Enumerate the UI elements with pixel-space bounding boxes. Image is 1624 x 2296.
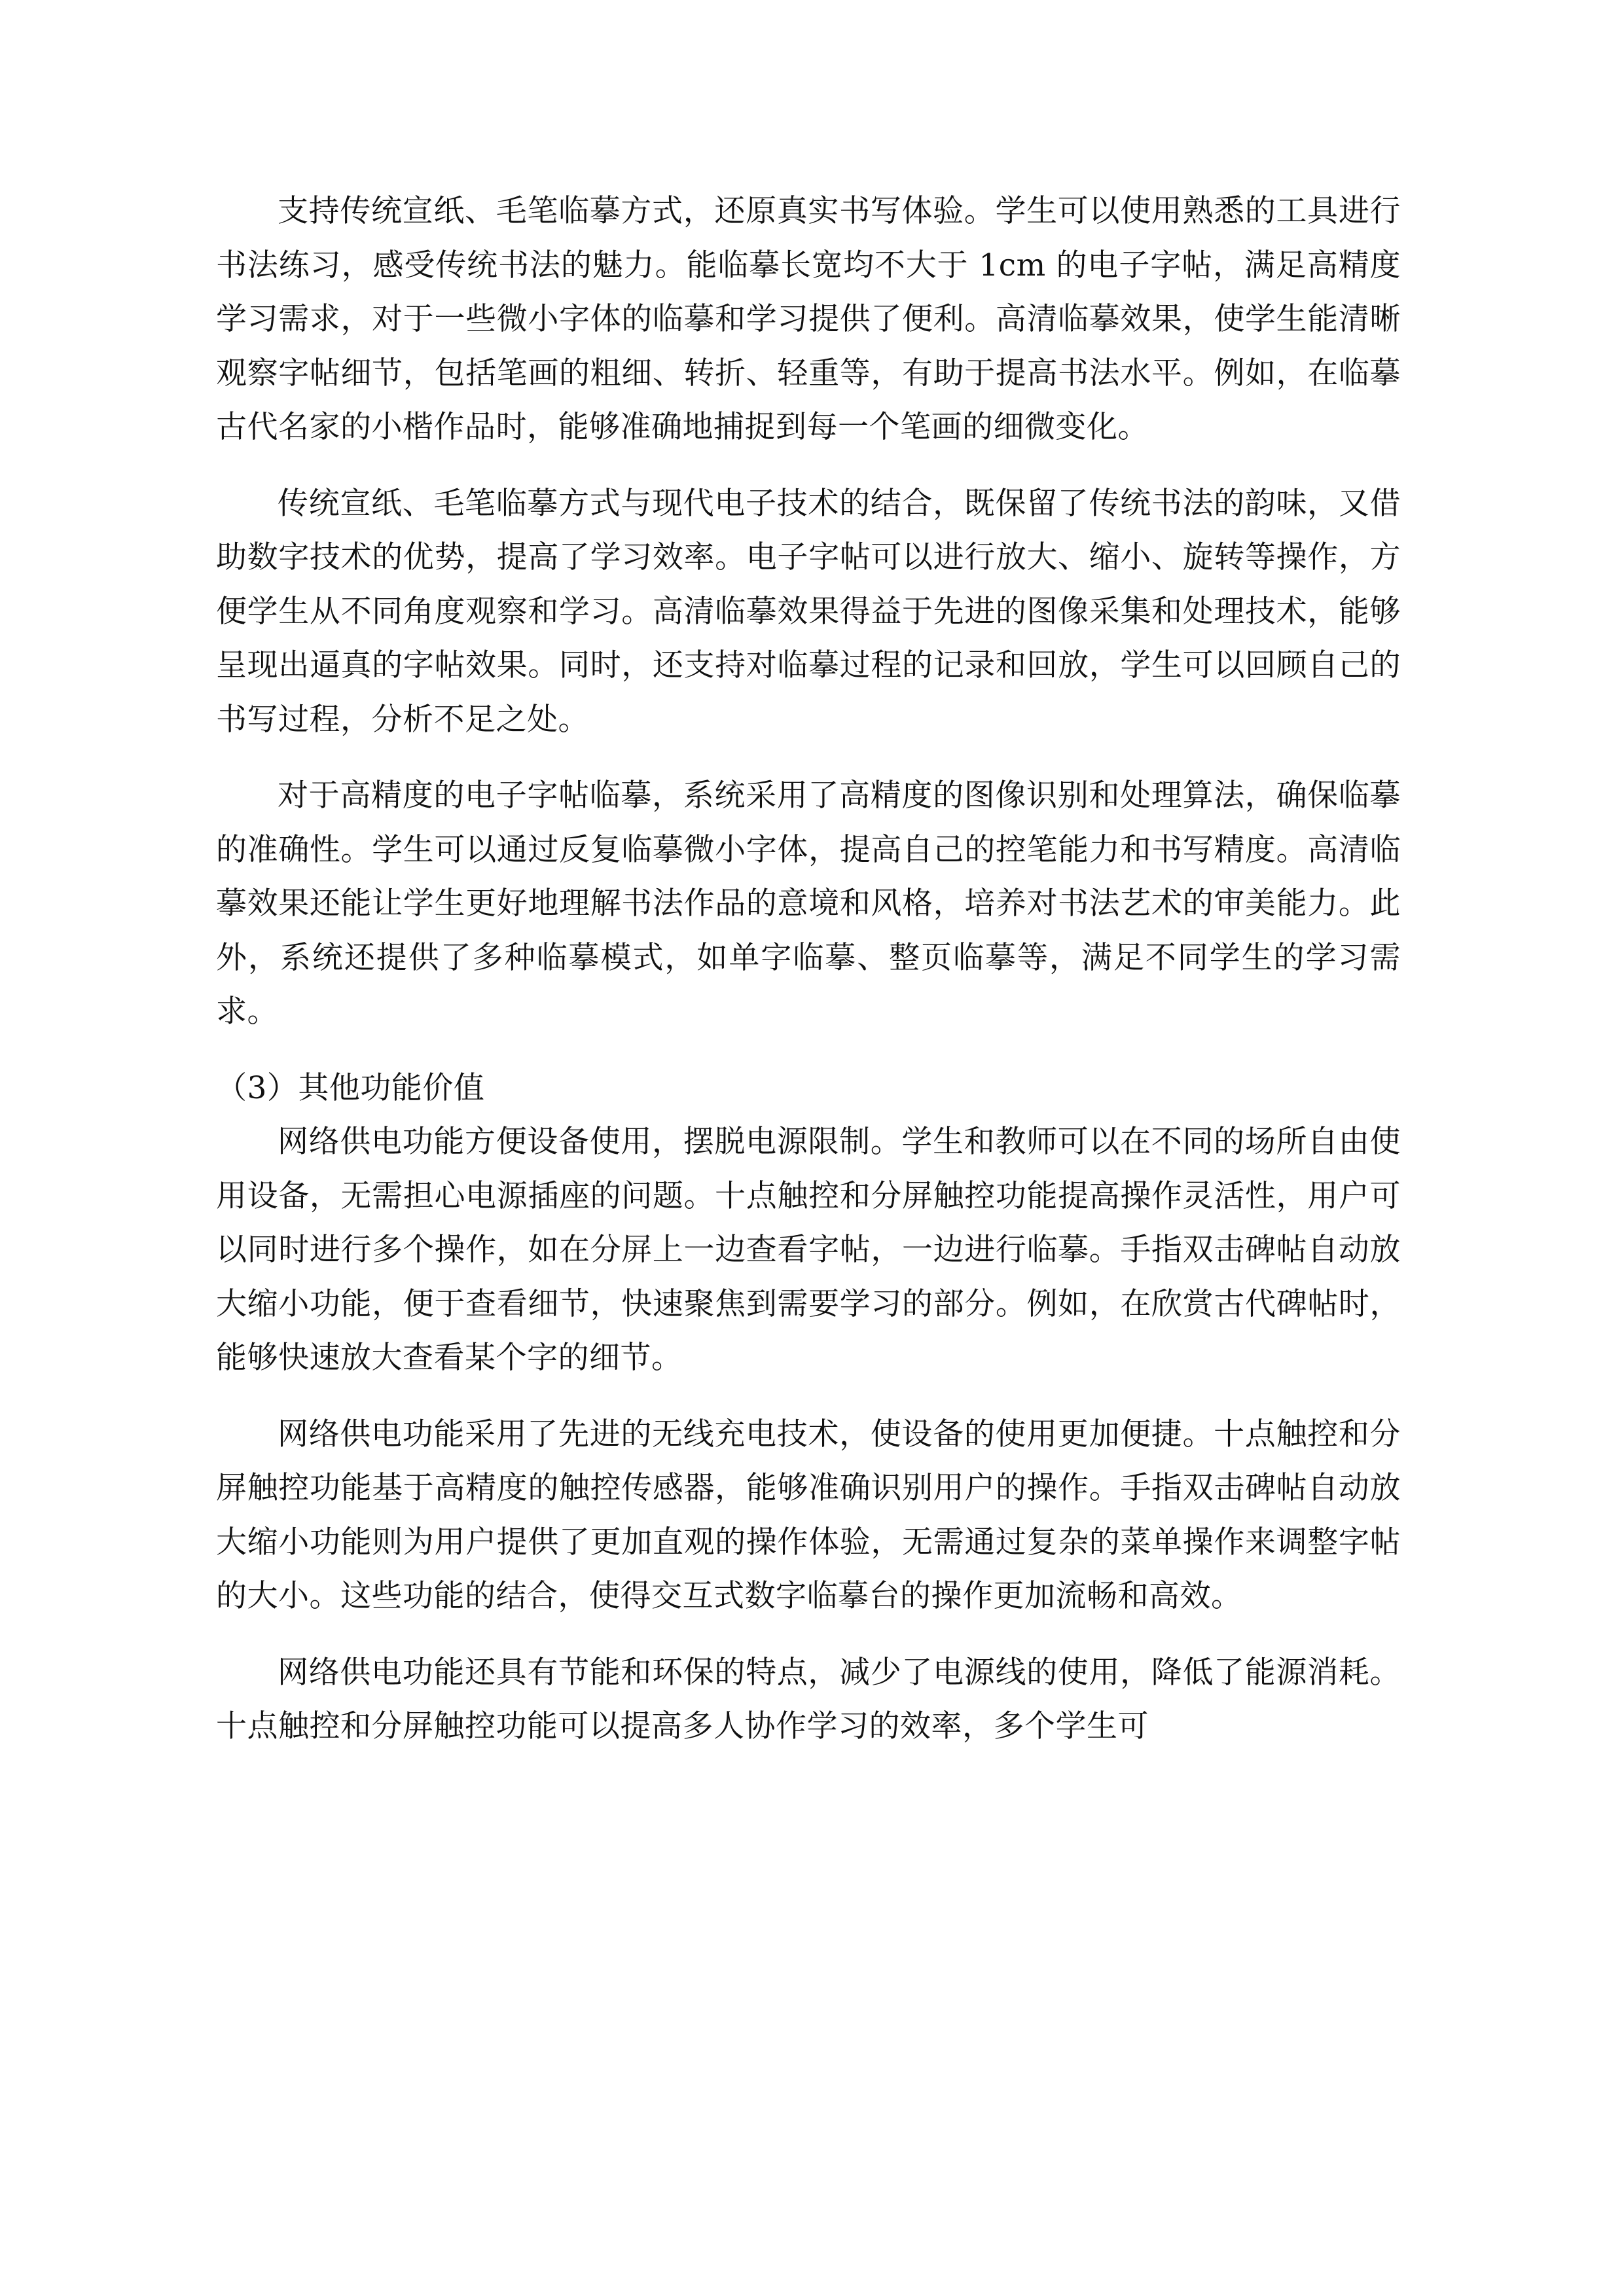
- paragraph-traditional-copying: 支持传统宣纸、毛笔临摹方式，还原真实书写体验。学生可以使用熟悉的工具进行书法练习，感受传统书法的魅力。能临摹长宽均不大于 1cm 的电子字帖，满足高精度学习需求，对于一些微小字体的临摹和学习提供了便利。高清临摹效果，使学生能清晰观察字帖细节，包括笔画的粗细、转折、轻重等，有助于提高书法水平。例如，在临摹古代名家的小楷作品时，能够准确地捕捉到每一个笔画的细微变化。: [216, 193, 1401, 445]
- paragraph-digital-combination: 传统宣纸、毛笔临摹方式与现代电子技术的结合，既保留了传统书法的韵味，又借助数字技术的优势，提高了学习效率。电子字帖可以进行放大、缩小、旋转等操作，方便学生从不同角度观察和学习。高清临摹效果得益于先进的图像采集和处理技术，能够呈现出逼真的字帖效果。同时，还支持对临摹过程的记录和回放，学生可以回顾自己的书写过程，分析不足之处。: [216, 485, 1401, 738]
- paragraph-high-precision: 对于高精度的电子字帖临摹，系统采用了高精度的图像识别和处理算法，确保临摹的准确性。学生可以通过反复临摹微小字体，提高自己的控笔能力和书写精度。高清临摹效果还能让学生更好地理解书法作品的意境和风格，培养对书法艺术的审美能力。此外，系统还提供了多种临摹模式，如单字临摹、整页临摹等，满足不同学生的学习需求。: [216, 778, 1401, 1030]
- paragraph-energy-saving: 网络供电功能还具有节能和环保的特点，减少了电源线的使用，降低了能源消耗。十点触控和分屏触控功能可以提高多人协作学习的效率，多个学生可: [216, 1654, 1401, 1744]
- section-heading-other-features: （3）其他功能价值: [216, 1069, 485, 1106]
- document-body: [216, 185, 1401, 1776]
- paragraph-wireless-charging: 网络供电功能采用了先进的无线充电技术，使设备的使用更加便捷。十点触控和分屏触控功能基于高精度的触控传感器，能够准确识别用户的操作。手指双击碑帖自动放大缩小功能则为用户提供了更加直观的操作体验，无需通过复杂的菜单操作来调整字帖的大小。这些功能的结合，使得交互式数字临摹台的操作更加流畅和高效。: [216, 1416, 1401, 1614]
- paragraph-network-power: 网络供电功能方便设备使用，摆脱电源限制。学生和教师可以在不同的场所自由使用设备，无需担心电源插座的问题。十点触控和分屏触控功能提高操作灵活性，用户可以同时进行多个操作，如在分屏上一边查看字帖，一边进行临摹。手指双击碑帖自动放大缩小功能，便于查看细节，快速聚焦到需要学习的部分。例如，在欣赏古代碑帖时，能够快速放大查看某个字的细节。: [216, 1124, 1401, 1376]
